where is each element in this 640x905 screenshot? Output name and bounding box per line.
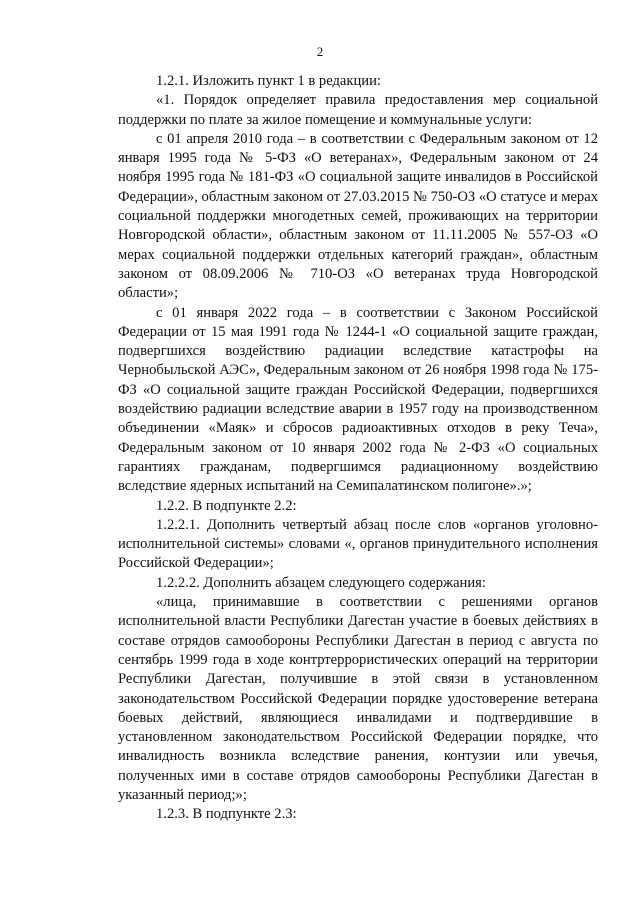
paragraph-1-2-2-1: 1.2.2.1. Дополнить четвертый абзац после слов «органов уголовно-исполнительной системы» словами «, органов принудительного исполнения Российской Федерации»; bbox=[118, 516, 598, 572]
document-body bbox=[118, 72, 598, 825]
paragraph-1-2-3: 1.2.3. В подпункте 2.3: bbox=[156, 806, 297, 823]
paragraph-dagestan-veterans: «лица, принимавшие в соответствии с решениями органов исполнительной власти Республики Дагестан участие в боевых действиях в составе отрядов самообороны Республики Дагестан в период с августа по сентябрь 1999 года в ходе контртеррористических операций на территории Республики Дагестан, получившие в этой связи в установленном законодательством Российской Федерации порядке удостоверение ветерана боевых действий, являющиеся инвалидами и подтвердившие в установленном законодательством Российской Федерации порядке, что инвалидность возникла вследствие ранения, контузии или увечья, полученных ими в составе отрядов самообороны Республики Дагестан в указанный период;»; bbox=[118, 594, 598, 803]
paragraph-1-2-1: 1.2.1. Изложить пункт 1 в редакции: bbox=[156, 73, 381, 89]
paragraph-from-2010: с 01 апреля 2010 года – в соответствии с Федеральным законом от 12 января 1995 года № 5-ФЗ «О ветеранах», Федеральным законом от 24 ноября 1995 года № 181-ФЗ «О социальной защите инвалидов в Российской Федерации», областным законом от 27.03.2015 № 750-ОЗ «О статусе и мерах социальной поддержки многодетных семей, проживающих на территории Новгородской области», областным законом от 11.11.2005 № 557-ОЗ «О мерах социальной поддержки отдельных категорий граждан», областным законом от 08.09.2006 № 710-ОЗ «О ветеранах труда Новгородской области»; bbox=[118, 130, 598, 302]
page-number: 2 bbox=[316, 44, 324, 59]
paragraph-from-2022: с 01 января 2022 года – в соответствии с Законом Российской Федерации от 15 мая 1991 года № 1244-1 «О социальной защите граждан, подвергшихся воздействию радиации вследствие катастрофы на Чернобыльской АЭС», Федеральным законом от 26 ноября 1998 года № 175-ФЗ «О социальной защите граждан Российской Федерации, подвергшихся воздействию радиации вследствие аварии в 1957 году на производственном объединении «Маяк» и сбросов радиоактивных отходов в реку Теча», Федеральным законом от 10 января 2002 года № 2-ФЗ «О социальных гарантиях гражданам, подвергшимся радиационному воздействию вследствие ядерных испытаний на Семипалатинском полигоне».»; bbox=[118, 304, 598, 495]
paragraph-1-2-2: 1.2.2. В подпункте 2.2: bbox=[156, 497, 297, 514]
paragraph-1-2-2-2: 1.2.2.2. Дополнить абзацем следующего содержания: bbox=[156, 574, 486, 591]
paragraph-point-1-intro: «1. Порядок определяет правила предоставления мер социальной поддержки по плате за жилое помещение и коммунальные услуги: bbox=[118, 92, 598, 128]
